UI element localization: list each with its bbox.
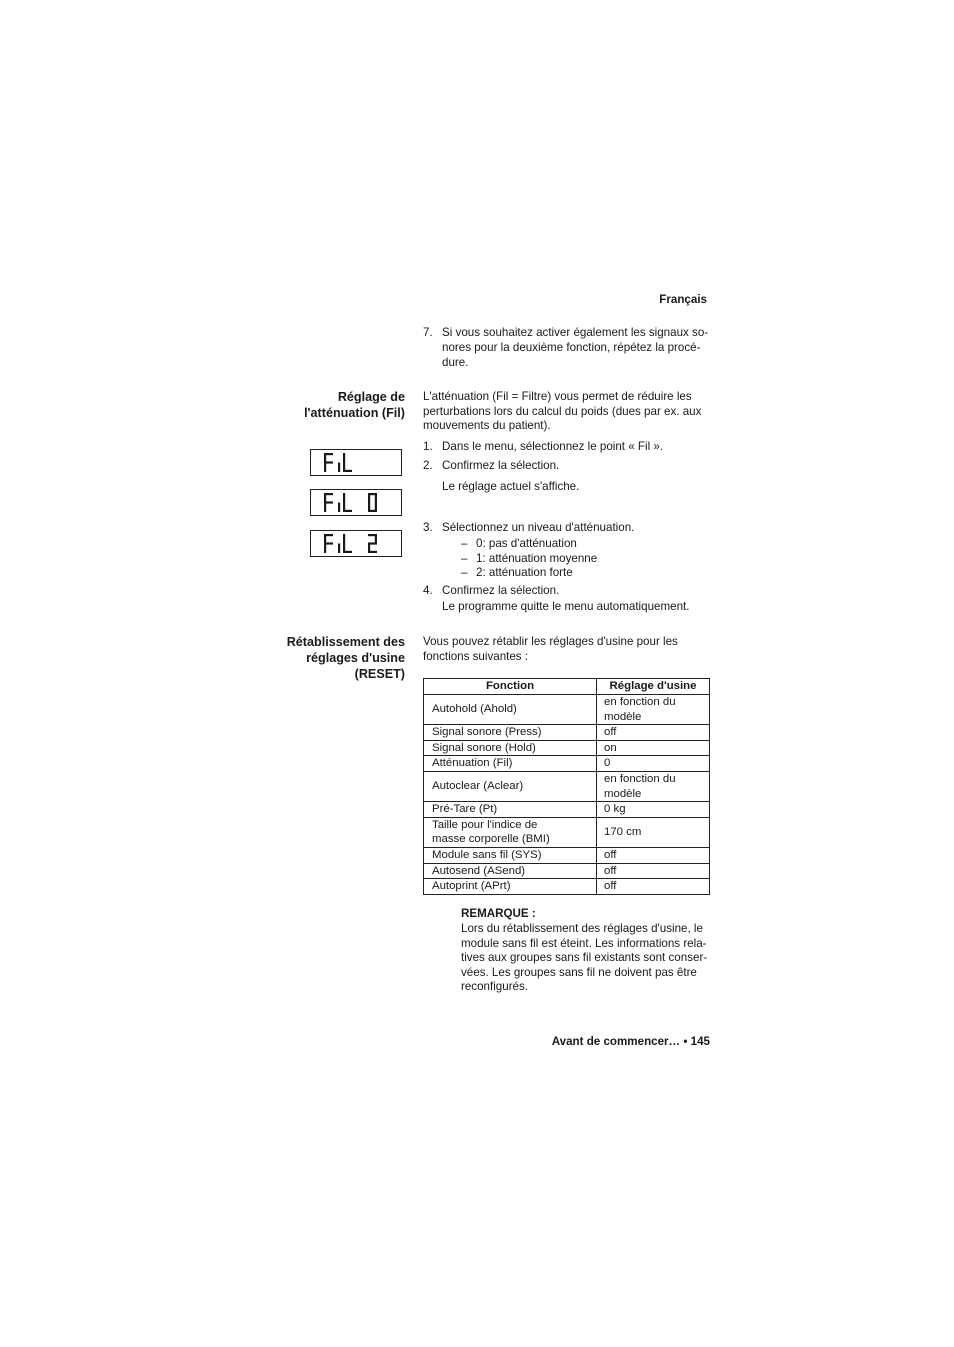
table-row: [424, 771, 710, 801]
lcd-fil: [311, 450, 401, 475]
function-cell: [424, 771, 597, 801]
note-title: REMARQUE :: [461, 907, 536, 920]
table-row: [424, 756, 710, 772]
function-cell: [424, 817, 597, 847]
function-cell: [424, 725, 597, 741]
table-row: [424, 740, 710, 756]
cell-line: modèle: [604, 787, 642, 800]
table-row: [424, 725, 710, 741]
function-cell: [424, 847, 597, 863]
default-value-cell: [597, 740, 710, 756]
section-heading-reset: [205, 634, 405, 682]
heading-line: réglages d'usine: [306, 651, 405, 665]
intro-line: fonctions suivantes :: [423, 649, 529, 663]
function-cell: [424, 695, 597, 725]
table-header-row: [424, 679, 710, 695]
cell-line: masse corporelle (BMI): [432, 833, 550, 846]
function-cell: [424, 756, 597, 772]
cell-line: modèle: [604, 710, 642, 723]
cell-line: 0 kg: [604, 803, 626, 816]
cell-line: en fonction du: [604, 696, 676, 708]
function-cell: [424, 879, 597, 895]
heading-line: (RESET): [354, 667, 405, 681]
step-text-line: Si vous souhaitez activer également les signaux so-: [442, 326, 709, 339]
page-footer: Avant de commencer… • 145: [551, 1035, 710, 1048]
cell-line: off: [604, 880, 617, 893]
option-text: 1: atténuation moyenne: [476, 552, 598, 565]
default-value-cell: [597, 879, 710, 895]
reset-intro: [423, 635, 713, 664]
cell-line: Module sans fil (SYS): [432, 848, 542, 861]
lcd-segment: [343, 544, 345, 554]
cell-line: Signal sonore (Hold): [432, 741, 536, 754]
note-line: module sans fil est éteint. Les informations rela-: [461, 936, 707, 950]
cell-line: Taille pour l'indice de: [432, 818, 538, 831]
note-line: Lors du rétablissement des réglages d'usine, le: [461, 922, 703, 935]
lcd-fil-2: [311, 531, 401, 556]
lcd-segment: [338, 463, 340, 473]
cell-line: off: [604, 848, 617, 861]
cell-line: 0: [604, 757, 611, 770]
table-row: [424, 879, 710, 895]
cell-line: off: [604, 726, 617, 739]
heading-line: l'atténuation (Fil): [304, 406, 405, 420]
table-row: [424, 863, 710, 879]
default-value-cell: [597, 756, 710, 772]
default-value-cell: [597, 817, 710, 847]
step-text: Sélectionnez un niveau d'atténuation.: [442, 521, 635, 534]
lcd-display-fil-0: [310, 489, 402, 516]
lcd-segment: [324, 544, 326, 554]
fil-intro: [423, 390, 713, 434]
table-row: [424, 817, 710, 847]
step-number: 1.: [423, 440, 433, 453]
table-body: [424, 695, 710, 895]
lcd-segment: [343, 493, 345, 503]
cell-line: off: [604, 864, 617, 877]
cell-line: Autohold (Ahold): [432, 703, 517, 716]
lcd-segment: [343, 453, 345, 463]
step-number: 7.: [423, 326, 433, 339]
option-dash: –: [461, 537, 468, 550]
lcd-display-fil-2: [310, 530, 402, 557]
step-text-line: nores pour la deuxième fonction, répétez la procé-: [442, 341, 701, 354]
cell-line: en fonction du: [604, 772, 676, 785]
cell-line: Autoclear (Aclear): [432, 780, 524, 793]
lcd-segment: [324, 453, 326, 463]
default-value-cell: [597, 725, 710, 741]
factory-settings-table: [423, 678, 710, 895]
intro-line: L'atténuation (Fil = Filtre) vous permet de réduire les: [423, 390, 692, 403]
function-cell: [424, 802, 597, 818]
lcd-segment: [368, 503, 370, 513]
lcd-segment: [375, 534, 377, 544]
cell-line: Signal sonore (Press): [432, 726, 542, 739]
step-text-line: dure.: [442, 356, 469, 369]
heading-line: Réglage de: [337, 390, 405, 404]
lcd-segment: [324, 534, 326, 544]
default-value-cell: [597, 847, 710, 863]
table-row: [424, 847, 710, 863]
fil-steps-2: [423, 521, 713, 621]
default-value-cell: [597, 802, 710, 818]
lcd-segment: [368, 544, 370, 554]
lcd-fil-0: [311, 490, 401, 515]
lcd-segment: [324, 493, 326, 503]
default-value-cell: [597, 863, 710, 879]
lcd-segment: [324, 503, 326, 513]
cell-line: 170 cm: [604, 826, 642, 839]
lcd-segment: [338, 544, 340, 554]
language-label: Français: [659, 293, 707, 306]
lcd-segment: [343, 463, 345, 473]
note-line: vées. Les groupes sans fil ne doivent pas être: [461, 965, 697, 979]
lcd-segment: [343, 503, 345, 513]
step-number: 3.: [423, 521, 433, 534]
lcd-segment: [368, 493, 370, 503]
option-dash: –: [461, 566, 468, 579]
cell-line: Autosend (ASend): [432, 864, 526, 877]
step-number: 4.: [423, 584, 433, 597]
note-line: reconfigurés.: [461, 980, 529, 994]
table-row: [424, 802, 710, 818]
lcd-segment: [375, 493, 377, 503]
cell-line: Atténuation (Fil): [432, 757, 513, 770]
lcd-segment: [375, 503, 377, 513]
default-value-cell: [597, 771, 710, 801]
default-value-cell: [597, 695, 710, 725]
lcd-segment: [324, 463, 326, 473]
column-header-default: Réglage d'usine: [597, 679, 710, 695]
step-result: Le réglage actuel s'affiche.: [442, 480, 580, 493]
step-text: Confirmez la sélection.: [442, 584, 560, 597]
section-heading-fil: [205, 389, 405, 421]
option-dash: –: [461, 552, 468, 565]
lcd-display-fil: [310, 449, 402, 476]
lcd-segment: [343, 534, 345, 544]
column-header-function: Fonction: [424, 679, 597, 695]
function-cell: [424, 740, 597, 756]
cell-line: Pré-Tare (Pt): [432, 803, 498, 816]
lcd-segment: [338, 503, 340, 513]
cell-line: Autoprint (APrt): [432, 880, 511, 893]
step-text: Confirmez la sélection.: [442, 459, 560, 472]
option-text: 2: atténuation forte: [476, 566, 573, 579]
function-cell: [424, 863, 597, 879]
table-row: [424, 695, 710, 725]
intro-line: mouvements du patient).: [423, 419, 551, 433]
step-text: Dans le menu, sélectionnez le point « Fil ».: [442, 440, 664, 453]
intro-line: perturbations lors du calcul du poids (dues par ex. aux: [423, 404, 702, 418]
option-text: 0: pas d'atténuation: [476, 537, 577, 550]
note-line: tives aux groupes sans fil existants sont conser-: [461, 951, 708, 965]
step-result: Le programme quitte le menu automatiquement.: [442, 600, 690, 613]
cell-line: on: [604, 741, 617, 754]
note-text: [461, 922, 713, 995]
intro-line: Vous pouvez rétablir les réglages d'usine pour les: [423, 635, 678, 648]
heading-line: Rétablissement des: [286, 635, 405, 649]
step-7: [423, 326, 713, 372]
step-number: 2.: [423, 459, 433, 472]
